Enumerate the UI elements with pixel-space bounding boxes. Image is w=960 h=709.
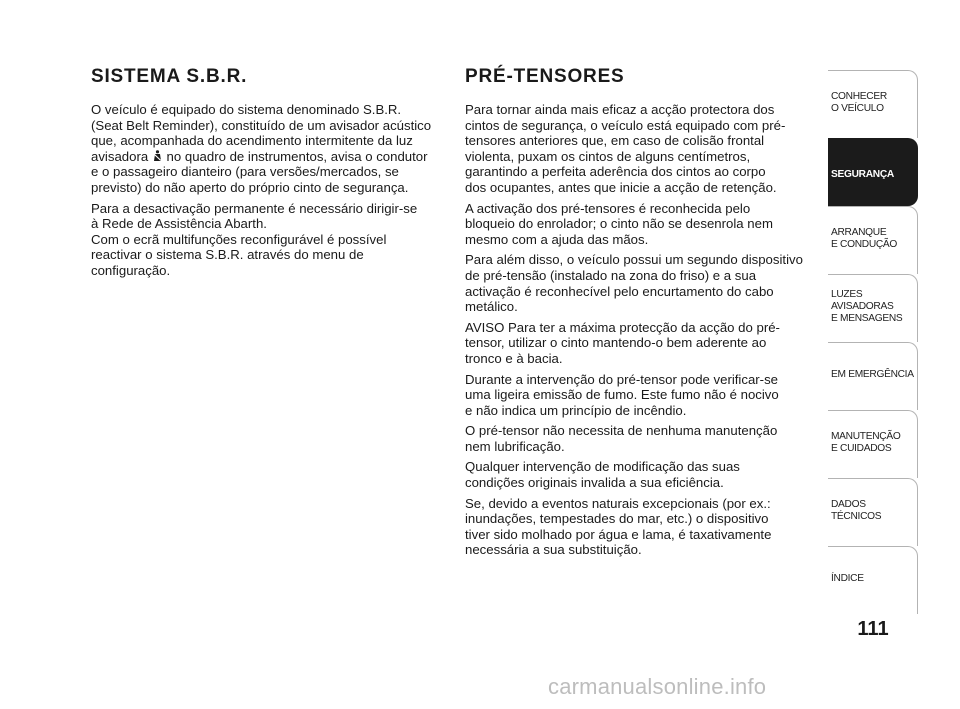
chapter-tab[interactable] bbox=[828, 70, 918, 138]
pretensioners-section bbox=[465, 66, 815, 563]
pretensioners-body bbox=[465, 102, 815, 558]
chapter-tab-label: LUZES bbox=[831, 289, 863, 300]
sbr-p1-line: que, acompanhada do acendimento intermitente da luz bbox=[91, 133, 413, 149]
sbr-title: SISTEMA S.B.R. bbox=[91, 66, 248, 87]
pretensioners-line: mesmo com a ajuda das mãos. bbox=[465, 231, 649, 247]
sbr-p1-line: e o passageiro dianteiro (para versões/mercados, se bbox=[91, 164, 399, 180]
pretensioners-line: inundações, tempestades do mar, etc.) o dispositivo bbox=[465, 511, 769, 527]
chapter-tab[interactable] bbox=[828, 546, 918, 614]
page-number: 111 bbox=[857, 618, 889, 640]
sbr-p2-line: Com o ecrã multifunções reconfigurável é possível bbox=[91, 231, 387, 247]
chapter-tab-label: AVISADORAS bbox=[831, 301, 894, 312]
chapter-tab[interactable] bbox=[828, 342, 918, 410]
chapter-tab-label: DADOS bbox=[831, 499, 866, 510]
pretensioners-line: Durante a intervenção do pré-tensor pode verificar-se bbox=[465, 371, 779, 387]
pretensioners-line: A activação dos pré-tensores é reconhecida pelo bbox=[465, 200, 751, 216]
pretensioners-line: Para além disso, o veículo possui um segundo dispositivo bbox=[465, 252, 803, 268]
sbr-p2-line: configuração. bbox=[91, 262, 171, 278]
sbr-p1-line: (Seat Belt Reminder), constituído de um avisador acústico bbox=[91, 117, 432, 133]
chapter-tab-label: SEGURANÇA bbox=[831, 169, 894, 180]
pretensioners-paragraph bbox=[465, 423, 815, 454]
chapter-tab[interactable] bbox=[828, 274, 918, 342]
pretensioners-line: activação é reconhecível pelo encurtamento do cabo bbox=[465, 283, 774, 299]
pretensioners-line: Se, devido a eventos naturais excepcionais (por ex.: bbox=[465, 495, 771, 511]
pretensioners-line: tensor, utilizar o cinto mantendo-o bem aderente ao bbox=[465, 335, 767, 351]
pretensioners-paragraph bbox=[465, 252, 815, 314]
chapter-tab-label: E CUIDADOS bbox=[831, 443, 892, 454]
pretensioners-line: de pré-tensão (instalado na zona do friso) e a sua bbox=[465, 267, 757, 283]
pretensioners-line: AVISO Para ter a máxima protecção da acção do pré- bbox=[465, 319, 780, 335]
chapter-tabs bbox=[828, 70, 918, 614]
chapter-tab-label: E MENSAGENS bbox=[831, 313, 903, 324]
pretensioners-paragraph bbox=[465, 496, 815, 558]
pretensioners-line: metálico. bbox=[465, 299, 518, 315]
sbr-p2-line: à Rede de Assistência Abarth. bbox=[91, 216, 267, 232]
pretensioners-line: O pré-tensor não necessita de nenhuma manutenção bbox=[465, 423, 778, 439]
pretensioners-line: dos ocupantes, antes que inicie a acção de retenção. bbox=[465, 179, 777, 195]
sbr-paragraph-1 bbox=[91, 102, 441, 196]
chapter-tab-label: TÉCNICOS bbox=[831, 511, 882, 522]
pretensioners-paragraph bbox=[465, 320, 815, 367]
chapter-tab[interactable] bbox=[828, 206, 918, 274]
chapter-tab[interactable] bbox=[828, 410, 918, 478]
pretensioners-line: condições originais invalida a sua eficiência. bbox=[465, 475, 724, 491]
pretensioners-paragraph bbox=[465, 459, 815, 490]
seatbelt-warning-icon bbox=[153, 150, 162, 162]
pretensioners-title: PRÉ-TENSORES bbox=[465, 66, 625, 87]
pretensioners-line: bloqueio do enrolador; o cinto não se desenrola nem bbox=[465, 216, 773, 232]
sbr-section bbox=[91, 66, 441, 284]
pretensioners-line: violenta, puxam os cintos de alguns centímetros, bbox=[465, 148, 751, 164]
pretensioners-paragraph bbox=[465, 102, 815, 196]
pretensioners-line: Para tornar ainda mais eficaz a acção protectora dos bbox=[465, 102, 775, 117]
sbr-p1-line: previsto) do não aperto do próprio cinto de segurança. bbox=[91, 179, 409, 195]
pretensioners-line: Qualquer intervenção de modificação das suas bbox=[465, 459, 740, 475]
pretensioners-paragraph bbox=[465, 372, 815, 419]
sbr-p1-line: O veículo é equipado do sistema denominado S.B.R. bbox=[91, 102, 402, 117]
sbr-p2-line: Para a desactivação permanente é necessário dirigir-se bbox=[91, 200, 418, 216]
chapter-tab-label: EM EMERGÊNCIA bbox=[831, 369, 914, 380]
chapter-tab-label: CONHECER bbox=[831, 91, 887, 102]
pretensioners-line: tiver sido molhado por água e lama, é taxativamente bbox=[465, 526, 772, 542]
chapter-tab-label: O VEÍCULO bbox=[831, 103, 884, 114]
chapter-tab-label: MANUTENÇÃO bbox=[831, 431, 901, 442]
pretensioners-line: nem lubrificação. bbox=[465, 438, 565, 454]
sbr-p2-line: reactivar o sistema S.B.R. através do menu de bbox=[91, 247, 364, 263]
chapter-tab[interactable] bbox=[828, 138, 918, 206]
pretensioners-paragraph bbox=[465, 201, 815, 248]
watermark: carmanualsonline.info bbox=[548, 674, 767, 699]
pretensioners-line: e não indica um princípio de incêndio. bbox=[465, 402, 687, 418]
sbr-p1-line: avisadora bbox=[91, 148, 149, 164]
pretensioners-line: garantindo a perfeita aderência dos cintos ao corpo bbox=[465, 164, 766, 180]
chapter-tab[interactable] bbox=[828, 478, 918, 546]
sbr-paragraph-2 bbox=[91, 201, 441, 279]
pretensioners-line: necessária a sua substituição. bbox=[465, 542, 642, 558]
pretensioners-line: uma ligeira emissão de fumo. Este fumo não é nocivo bbox=[465, 387, 779, 403]
chapter-tab-label: E CONDUÇÃO bbox=[831, 239, 898, 250]
pretensioners-line: tensores anteriores que, em caso de colisão frontal bbox=[465, 133, 765, 149]
chapter-tab-label: ÍNDICE bbox=[831, 573, 864, 584]
sbr-p1-line: no quadro de instrumentos, avisa o condutor bbox=[166, 148, 428, 164]
chapter-tab-label: ARRANQUE bbox=[831, 227, 887, 238]
pretensioners-line: cintos de segurança, o veículo está equipado com pré- bbox=[465, 117, 786, 133]
pretensioners-line: tronco e à bacia. bbox=[465, 350, 563, 366]
